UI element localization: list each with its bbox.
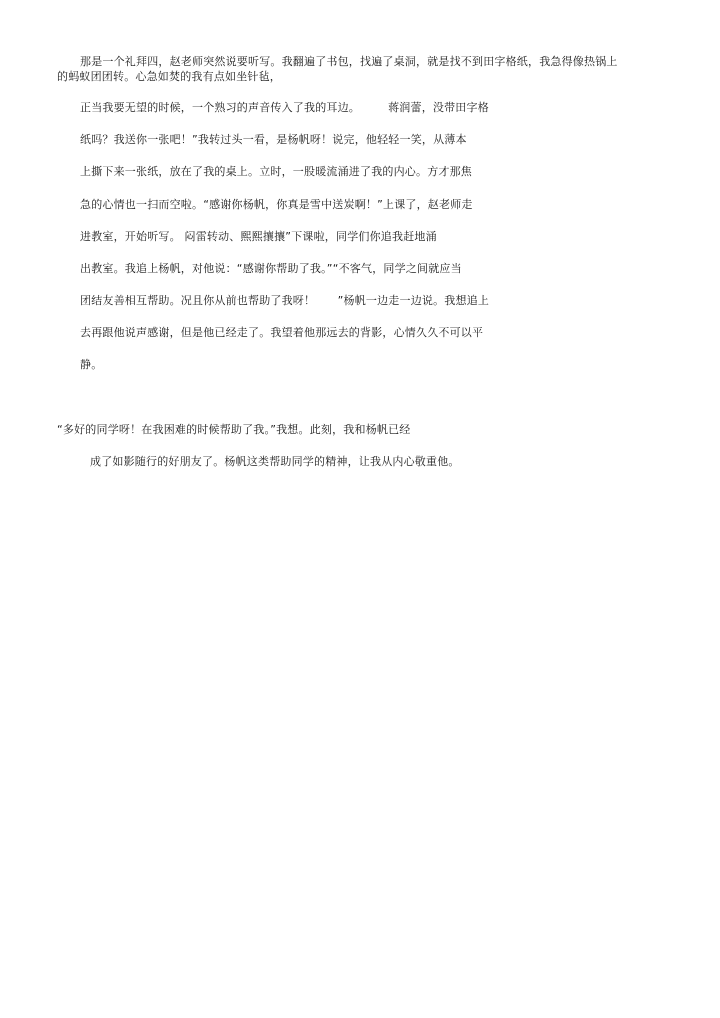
text-line: 上撕下来一张纸，放在了我的桌上。立时，一股暖流涌进了我的内心。方才那焦 [80,165,472,178]
text-line: 那是一个礼拜四，赵老师突然说要听写。我翻遍了书包，找遍了桌洞，就是找不到田字格纸，我急得像热锅上 [80,55,618,68]
text-line: 的蚂蚁团团转。心急如焚的我有点如坐针毡， [57,70,281,83]
text-line: “多好的同学呀！在我困难的时候帮助了我。”我想。此刻，我和杨帆已经 [57,423,411,436]
text-line: 团结友善相互帮助。况且你从前也帮助了我呀！ ”杨帆一边走一边说。我想追上 [80,294,490,307]
text-line: 去再跟他说声感谢，但是他已经走了。我望着他那远去的背影，心情久久不可以平 [80,326,484,339]
text-line: 进教室，开始听写。 闷雷转动、熙熙攘攘”下课啦，同学们你追我赶地涌 [80,230,437,243]
text-line: 成了如影随行的好朋友了。杨帆这类帮助同学的精神，让我从内心敬重他。 [90,455,460,468]
text-line: 纸吗？我送你一张吧！”我转过头一看，是杨帆呀！说完，他轻轻一笑，从薄本 [80,133,467,146]
text-line: 正当我要无望的时候，一个熟习的声音传入了我的耳边。 蒋润蕾，没带田字格 [80,101,489,114]
text-line: 急的心情也一扫而空啦。“感谢你杨帆，你真是雪中送炭啊！”上课了，赵老师走 [80,198,473,211]
text-line: 静。 [80,358,103,371]
text-line: 出教室。我追上杨帆，对他说：“感谢你帮助了我。”“不客气，同学之间就应当 [80,262,462,275]
